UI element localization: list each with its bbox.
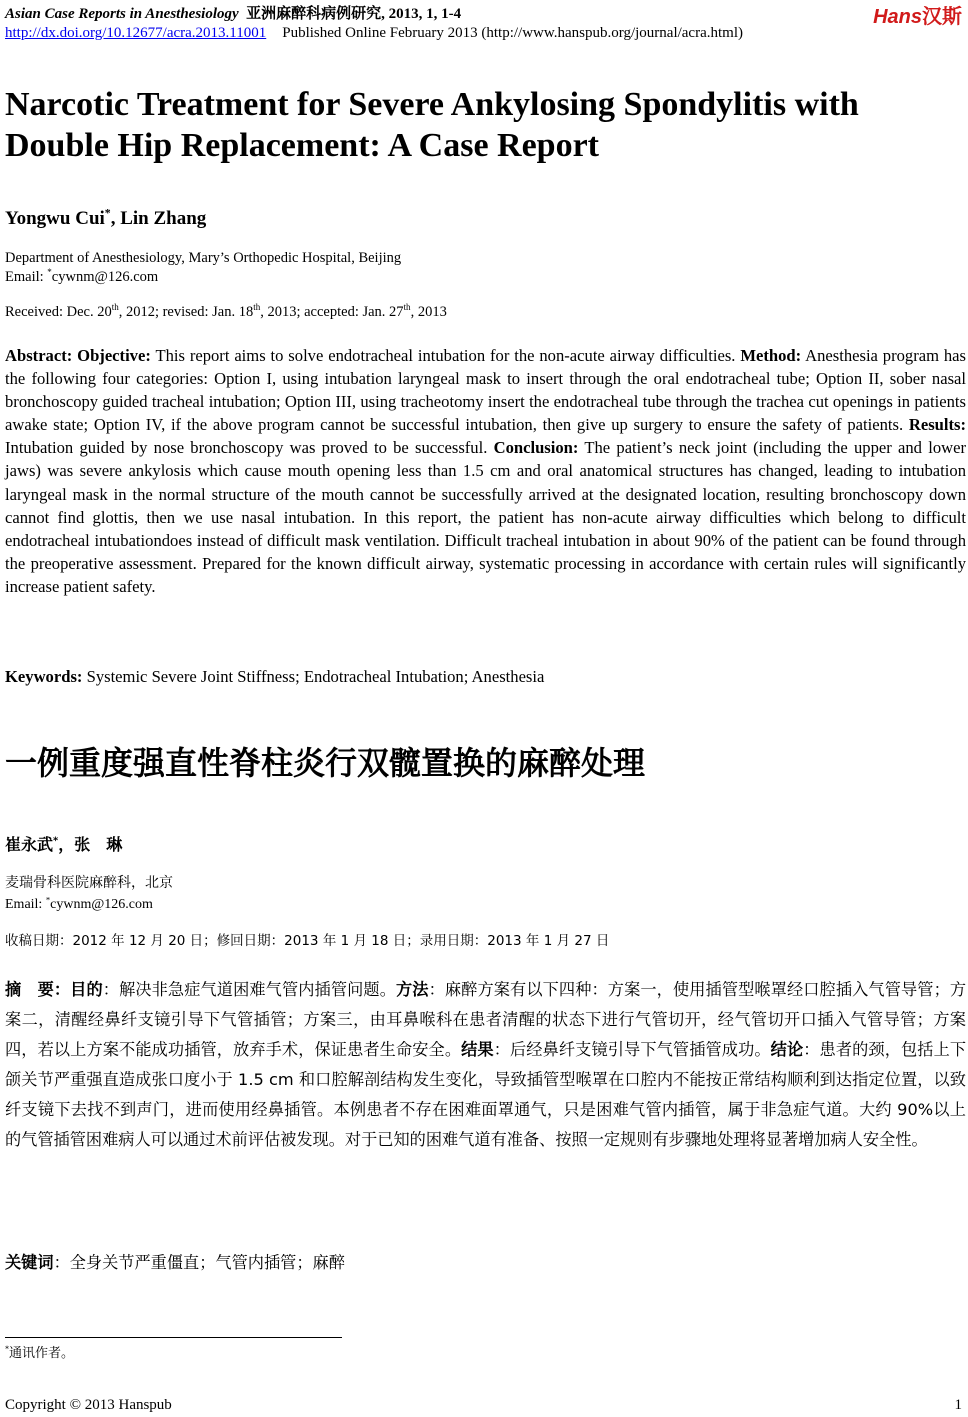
colon: ： — [102, 980, 120, 999]
results-label: Results: — [908, 415, 966, 435]
objective-text-cn: 解决非急症气道困难气管内插管问题。 — [119, 980, 396, 999]
logo-text-en: Hans — [873, 6, 922, 28]
colon: ： — [53, 1253, 70, 1272]
results-text: Intubation guided by nose bronchoscopy was proved to be successful. — [5, 438, 494, 458]
conclusion-text: The patient’s neck joint (including the upper and lower jaws) was severe ankylosis which cause mouth opening less than 1.5 cm and oral anatomical structures has changed, leading to intubation laryngeal mask in the normal structure of the mouth cannot be successfully arrived at the designated location, resulting bronchoscopy down cannot find glottis, then we use nasal intubation. In this report, the patient has non-acute airway difficulties which belong to difficult endotracheal intubationdoes instead of difficult mask ventilation. Difficult tracheal intubation in about 90% of the patient can be found through the preoperative assessment. Prepared for the known difficult airway, systematic processing in accordance with certain rules will significantly increase patient safety. — [5, 438, 966, 596]
abstract-label: Abstract: — [5, 346, 73, 365]
affiliation-cn: 麦瑞骨科医院麻醉科，北京 — [5, 875, 173, 891]
colon: ： — [803, 1040, 820, 1059]
received-text: Received: Dec. 20 — [5, 304, 112, 320]
revised-text: , 2012; revised: Jan. 18 — [118, 304, 254, 320]
email-line-en — [5, 268, 401, 287]
received-dates-en — [5, 303, 447, 322]
conclusion-label-cn: 结论 — [770, 1040, 804, 1059]
results-text-cn: 后经鼻纤支镜引导下气管插管成功。 — [510, 1040, 771, 1059]
keywords-label: Keywords: — [5, 667, 83, 686]
page-number: 1 — [954, 1397, 962, 1413]
conclusion-label: Conclusion: — [493, 438, 579, 458]
affiliation-block-cn — [5, 872, 173, 916]
email-mark-cn: * — [45, 894, 51, 905]
method-text: Anesthesia program has the following four categories: Option I, using intubation laryngeal mask to insert through the oral endotracheal tube; Option II, sober nasal bronchoscopy guided tracheal intubation; Option III, using tracheotomy insert the endotracheal tube through the trachea cut openings in patients awake state; Option IV, if the above program cannot be successful intubation, then give up surgery to ensure the safety of patients. — [5, 346, 967, 435]
keywords-text-cn: 全身关节严重僵直；气管内插管；麻醉 — [69, 1253, 345, 1272]
keywords-cn — [5, 1249, 345, 1273]
volume-info: , 2013, 1, 1-4 — [381, 6, 462, 22]
author-first-cn: 崔永武 — [5, 835, 54, 854]
colon: ： — [493, 1040, 511, 1059]
ordinal-suffix: th — [403, 302, 411, 313]
authors-cn — [5, 832, 122, 855]
doi-link[interactable]: http://dx.doi.org/10.12677/acra.2013.11001 — [5, 25, 267, 41]
accepted-year: , 2013 — [410, 304, 447, 320]
footnote-mark: * — [5, 1344, 10, 1354]
accepted-text: , 2013; accepted: Jan. 27 — [260, 304, 404, 320]
journal-name: Asian Case Reports in Anesthesiology — [5, 6, 239, 22]
published-online: Published Online February 2013 (http://www.hanspub.org/journal/acra.html) — [282, 25, 743, 41]
results-label-cn: 结果 — [461, 1040, 494, 1059]
email-label: Email: — [5, 269, 48, 285]
keywords-en — [5, 667, 544, 687]
method-label-cn: 方法 — [396, 980, 429, 999]
corresponding-mark: * — [104, 206, 111, 220]
affiliation-block-en — [5, 249, 401, 287]
abstract-label-cn: 摘 要： — [5, 980, 71, 999]
keywords-label-cn: 关键词 — [5, 1253, 54, 1272]
method-text-cn: 麻醉方案有以下四种：方案一，使用插管型喉罩经口腔插入气管导管；方案二，清醒经鼻纤支镜引导下气管插管；方案三，由耳鼻喉科在患者清醒的状态下进行气管切开，经气管切开口插入气管导管；方案四，若以上方案不能成功插管，放弃手术，保证患者生命安全。 — [5, 980, 967, 1059]
logo-text-cn: 汉斯 — [922, 6, 962, 28]
received-dates-cn: 收稿日期：2012 年 12 月 20 日；修回日期：2013 年 1 月 18 日；录用日期：2013 年 1 月 27 日 — [5, 933, 610, 949]
author-second-cn: 张 琳 — [74, 835, 123, 854]
author-first: Yongwu Cui — [5, 208, 105, 229]
author-comma-cn: ， — [58, 835, 75, 854]
journal-header — [5, 2, 461, 23]
header-publication-line — [5, 25, 743, 42]
abstract-en — [5, 344, 966, 598]
email-mark: * — [47, 267, 52, 278]
email-line-cn — [5, 894, 173, 916]
footnote-text: 通讯作者。 — [9, 1346, 75, 1361]
conclusion-text-cn: 患者的颈，包括上下颌关节严重强直造成张口度小于 1.5 cm 和口腔解剖结构发生变化，导致插管型喉罩在口腔内不能按正常结构顺利到达指定位置，以致纤支镜下去找不到声门，进而使用经鼻插管。本例患者不存在困难面罩通气，只是困难气管内插管，属于非急症气道。大约 90%以上的气管插管困难病人可以通过术前评估被发现。对于已知的困难气道有准备、按照一定规则有步骤地处理将显著增加病人安全性。 — [5, 1040, 967, 1149]
corresponding-mark-cn: * — [53, 835, 59, 847]
objective-label: Objective: — [77, 346, 151, 365]
email-label-cn: Email: — [5, 897, 46, 912]
objective-text: This report aims to solve endotracheal intubation for the non-acute airway difficulties. — [150, 346, 741, 365]
ordinal-suffix: th — [253, 302, 261, 313]
colon: ： — [428, 980, 445, 999]
email-address-cn[interactable]: cywnm@126.com — [50, 897, 153, 912]
affiliation-en: Department of Anesthesiology, Mary’s Orthopedic Hospital, Beijing — [5, 250, 402, 266]
journal-name-cn: 亚洲麻醉科病例研究 — [246, 6, 382, 22]
email-address[interactable]: cywnm@126.com — [51, 269, 159, 285]
footnote — [5, 1342, 74, 1361]
keywords-text: Systemic Severe Joint Stiffness; Endotracheal Intubation; Anesthesia — [82, 667, 545, 686]
footnote-divider — [5, 1337, 342, 1338]
abstract-cn — [5, 975, 966, 1155]
ordinal-suffix: th — [111, 302, 119, 313]
paper-title-cn: 一例重度强直性脊柱炎行双髋置换的麻醉处理 — [5, 744, 646, 782]
hans-logo — [873, 0, 962, 29]
authors-en — [5, 208, 206, 230]
copyright: Copyright © 2013 Hanspub — [5, 1397, 172, 1413]
paper-title-en: Narcotic Treatment for Severe Ankylosing Spondylitis with Double Hip Replacement: A Case Report — [5, 86, 859, 164]
author-rest: , Lin Zhang — [110, 208, 207, 229]
method-label: Method: — [740, 346, 802, 365]
objective-label-cn: 目的 — [70, 980, 103, 999]
